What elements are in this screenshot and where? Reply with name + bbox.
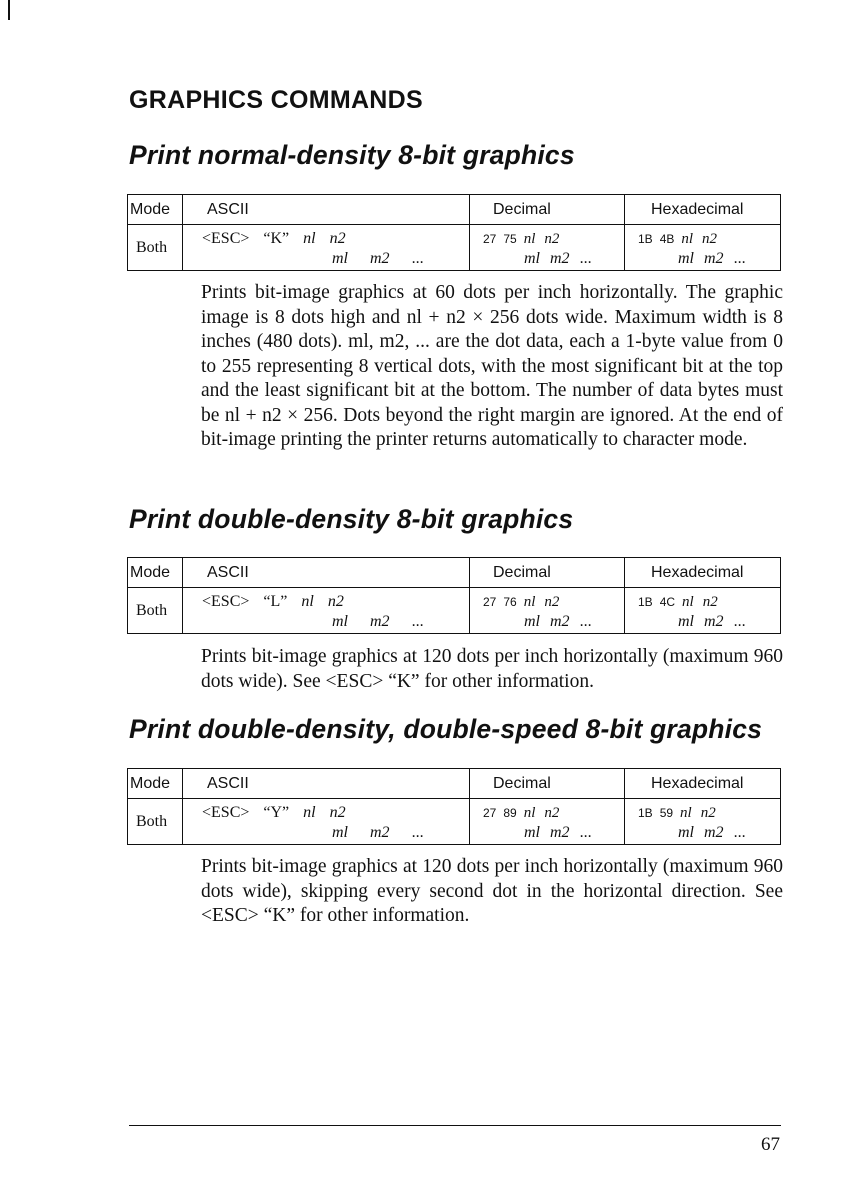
section-description-normal-density: Prints bit-image graphics at 60 dots per inch horizontally. The graphic image is 8 dots high and nl + n2 × 256 dots wide. Maximum width is 8 inches (480 dots). ml, m2, ... are the dot data, each a 1-byte value from 0 to 255 representing 8 vertical dots, with the most significant bit at the top and the least significant bit at the bottom. The number of data bytes must be nl + n2 × 256. Dots beyond the right margin are ignored. At the end of bit-image printing the printer returns automatically to character mode. [201,282,783,450]
section-title-normal-density: Print normal-density 8-bit graphics [129,140,575,170]
decimal-sequence: 27 89 nl n2 [483,805,560,821]
page-number: 67 [761,1134,780,1155]
ascii-sequence: <ESC> “L” nl n2 [202,593,344,610]
decimal-sequence: 27 75 nl n2 [483,231,560,247]
header-decimal: Decimal [493,775,551,792]
header-ascii: ASCII [207,775,249,792]
ascii-data-bytes: ml m2 ... [332,613,424,630]
header-ascii: ASCII [207,564,249,581]
decimal-sequence: 27 76 nl n2 [483,594,560,610]
hex-data-bytes: ml m2 ... [678,824,746,841]
page-heading: GRAPHICS COMMANDS [129,86,423,114]
ascii-data-bytes: ml m2 ... [332,824,424,841]
section-description-double-density: Prints bit-image graphics at 120 dots per inch horizontally (maximum 960 dots wide). See <ESC> “K” for other information. [201,646,783,692]
mode-value: Both [136,239,168,256]
section-title-double-speed: Print double-density, double-speed 8-bit graphics [129,714,763,744]
ascii-sequence: <ESC> “K” nl n2 [202,230,346,247]
hex-data-bytes: ml m2 ... [678,250,746,267]
header-mode: Mode [130,775,171,792]
hex-sequence: 1B 4C nl n2 [638,594,718,610]
hex-data-bytes: ml m2 ... [678,613,746,630]
ascii-sequence: <ESC> “Y” nl n2 [202,804,346,821]
header-mode: Mode [130,201,171,218]
header-mode: Mode [130,564,171,581]
section-title-double-density: Print double-density 8-bit graphics [129,504,574,534]
hex-sequence: 1B 4B nl n2 [638,231,718,247]
header-hexadecimal: Hexadecimal [651,564,744,581]
hex-sequence: 1B 59 nl n2 [638,805,716,821]
ascii-data-bytes: ml m2 ... [332,250,424,267]
decimal-data-bytes: ml m2 ... [524,250,592,267]
section-description-double-speed: Prints bit-image graphics at 120 dots per inch horizontally (maximum 960 dots wide), skipping every second dot in the horizontal direction. See <ESC> “K” for other information. [201,856,783,926]
header-ascii: ASCII [207,201,249,218]
header-hexadecimal: Hexadecimal [651,775,744,792]
mode-value: Both [136,813,168,830]
page-edge-mark [8,0,10,20]
header-hexadecimal: Hexadecimal [651,201,744,218]
command-table-double-speed [127,768,781,845]
header-decimal: Decimal [493,564,551,581]
decimal-data-bytes: ml m2 ... [524,613,592,630]
command-table-double-density [127,557,781,634]
footer-rule [129,1125,781,1126]
decimal-data-bytes: ml m2 ... [524,824,592,841]
header-decimal: Decimal [493,201,551,218]
command-table-normal-density [127,194,781,271]
mode-value: Both [136,602,168,619]
